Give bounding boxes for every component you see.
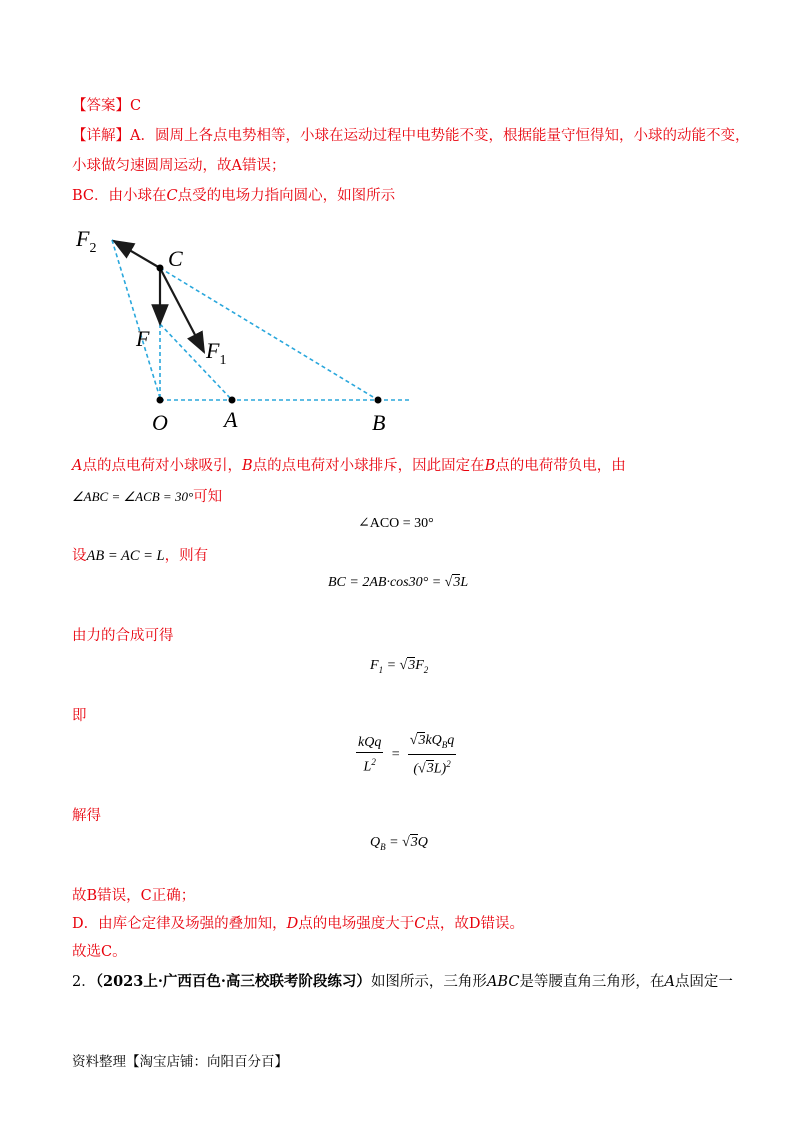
eq-forces-mid: = (383, 658, 400, 673)
set-suffix: ，则有 (164, 548, 209, 564)
eq-forces-lhs: F (370, 658, 379, 673)
conclusion-2-var2: C (414, 916, 426, 932)
conclusion-1: 故B错误，C正确； (72, 888, 196, 904)
eq-forces-rhs: F (415, 658, 424, 673)
detail-text-2: 小球做匀速圆周运动，故A错误； (72, 158, 286, 174)
question-var: ABC (486, 974, 520, 990)
detail-text-1: A．圆周上各点电势相等，小球在运动过程中电势能不变，根据能量守恒得知，小球的动能不变， (130, 128, 750, 144)
eq-forces: $F_1 = √3F_2$ (370, 658, 429, 675)
angle-suffix: 可知 (193, 489, 223, 505)
detail-line-bc (72, 186, 395, 206)
detail-line-1 (72, 126, 749, 146)
eq-bc: BC = 2AB·cos30° = √3L (328, 575, 469, 590)
point-o (157, 397, 164, 404)
angle-line (72, 487, 222, 507)
eq-qb-lhs: Q (370, 835, 381, 850)
eq-aco: ∠ACO = 30° (358, 516, 434, 531)
text-a-2: 点的点电荷对小球吸引， (82, 458, 242, 474)
text-a-6: 点的电荷带负电，由 (495, 458, 626, 474)
question-text-3: 点固定一 (674, 974, 733, 990)
eq-qb-sqrt: 3 (410, 835, 418, 850)
angle-expr: ∠ABC = ∠ACB = 30° (72, 489, 194, 504)
bc-var: C (166, 188, 178, 204)
eq-forces-sqrt: 3 (408, 658, 416, 673)
question-text-1: 如图所示，三角形 (370, 974, 487, 990)
var-b: B (241, 458, 253, 474)
answer-label: 【答案】 (72, 98, 130, 114)
frac-right-num: $√3kQ_Bq$ (408, 732, 457, 755)
var-a: A (72, 458, 83, 474)
question-text-2: 是等腰直角三角形，在 (519, 974, 665, 990)
frac-right-den: $(√3L)^2$ (413, 758, 451, 777)
eq-bc-left: BC = 2AB·cos30° = (328, 575, 445, 590)
dashed-lines (112, 240, 412, 400)
frac-left (356, 734, 383, 777)
question-2 (72, 972, 733, 992)
eq-bc-sqrt: 3 (453, 575, 461, 590)
detail-line-2 (72, 156, 285, 176)
bc-prefix: BC．由小球在 (72, 188, 167, 204)
eq-qb-rhs: Q (417, 835, 428, 850)
label-f1: $F_1$ (206, 338, 227, 368)
question-var2: A (664, 974, 675, 990)
eq-bc-tail: L (460, 575, 469, 590)
arrow-f1 (160, 268, 204, 352)
charge-explanation (72, 456, 626, 476)
eq-coulomb (356, 732, 456, 778)
conclusion-2-p3: 点，故D错误。 (425, 916, 524, 932)
question-num: 2． (72, 974, 96, 990)
set-expr: AB = AC = L (86, 548, 165, 564)
page-footer: 资料整理【淘宝店铺：向阳百分百】 (72, 1054, 288, 1070)
solve-label: 解得 (72, 808, 101, 824)
label-a: A (224, 407, 238, 432)
eq-qb-lhs-sub: B (380, 841, 386, 852)
bc-suffix: 点受的电场力指向圆心，如图所示 (177, 188, 396, 204)
var-b-2: B (484, 458, 496, 474)
force-diagram (72, 220, 422, 440)
eq-qb: $Q_B = √3Q$ (370, 835, 428, 852)
label-f2: $F_2$ (76, 226, 97, 256)
conclusion-2-var1: D (286, 916, 299, 932)
arrow-f2 (114, 241, 160, 268)
eq-forces-rhs-sub: 2 (423, 664, 429, 675)
frac-left-den: $L^2$ (363, 756, 376, 775)
force-arrows (114, 241, 204, 352)
label-o: O (152, 410, 168, 435)
answer-line (72, 96, 141, 116)
label-c: C (168, 246, 183, 271)
label-f: F (136, 326, 150, 351)
eq-coulomb-eq: = (390, 747, 401, 763)
eq-qb-mid: = (385, 835, 403, 850)
set-prefix: 设 (72, 548, 87, 564)
set-line (72, 546, 208, 566)
compose-label: 由力的合成可得 (72, 628, 174, 644)
point-c (157, 265, 164, 272)
conclusion-3: 故选C。 (72, 944, 127, 960)
point-b (375, 397, 382, 404)
conclusion-2-p2: 点的电场强度大于 (298, 916, 415, 932)
conclusion-2-p1: D．由库仑定律及场强的叠加知， (72, 916, 287, 932)
point-a (229, 397, 236, 404)
label-b: B (372, 410, 386, 435)
text-a-4: 点的点电荷对小球排斥，因此固定在 (252, 458, 485, 474)
eq-forces-lhs-sub: 1 (378, 664, 384, 675)
detail-label: 【详解】 (72, 128, 130, 144)
question-source: （2023上·广西百色·高三校联考阶段练习） (95, 973, 371, 990)
answer-value: C (130, 98, 142, 114)
frac-left-num: kQq (356, 734, 383, 753)
conclusion-2 (72, 914, 524, 934)
frac-right (408, 732, 457, 778)
ji-label: 即 (72, 708, 87, 724)
